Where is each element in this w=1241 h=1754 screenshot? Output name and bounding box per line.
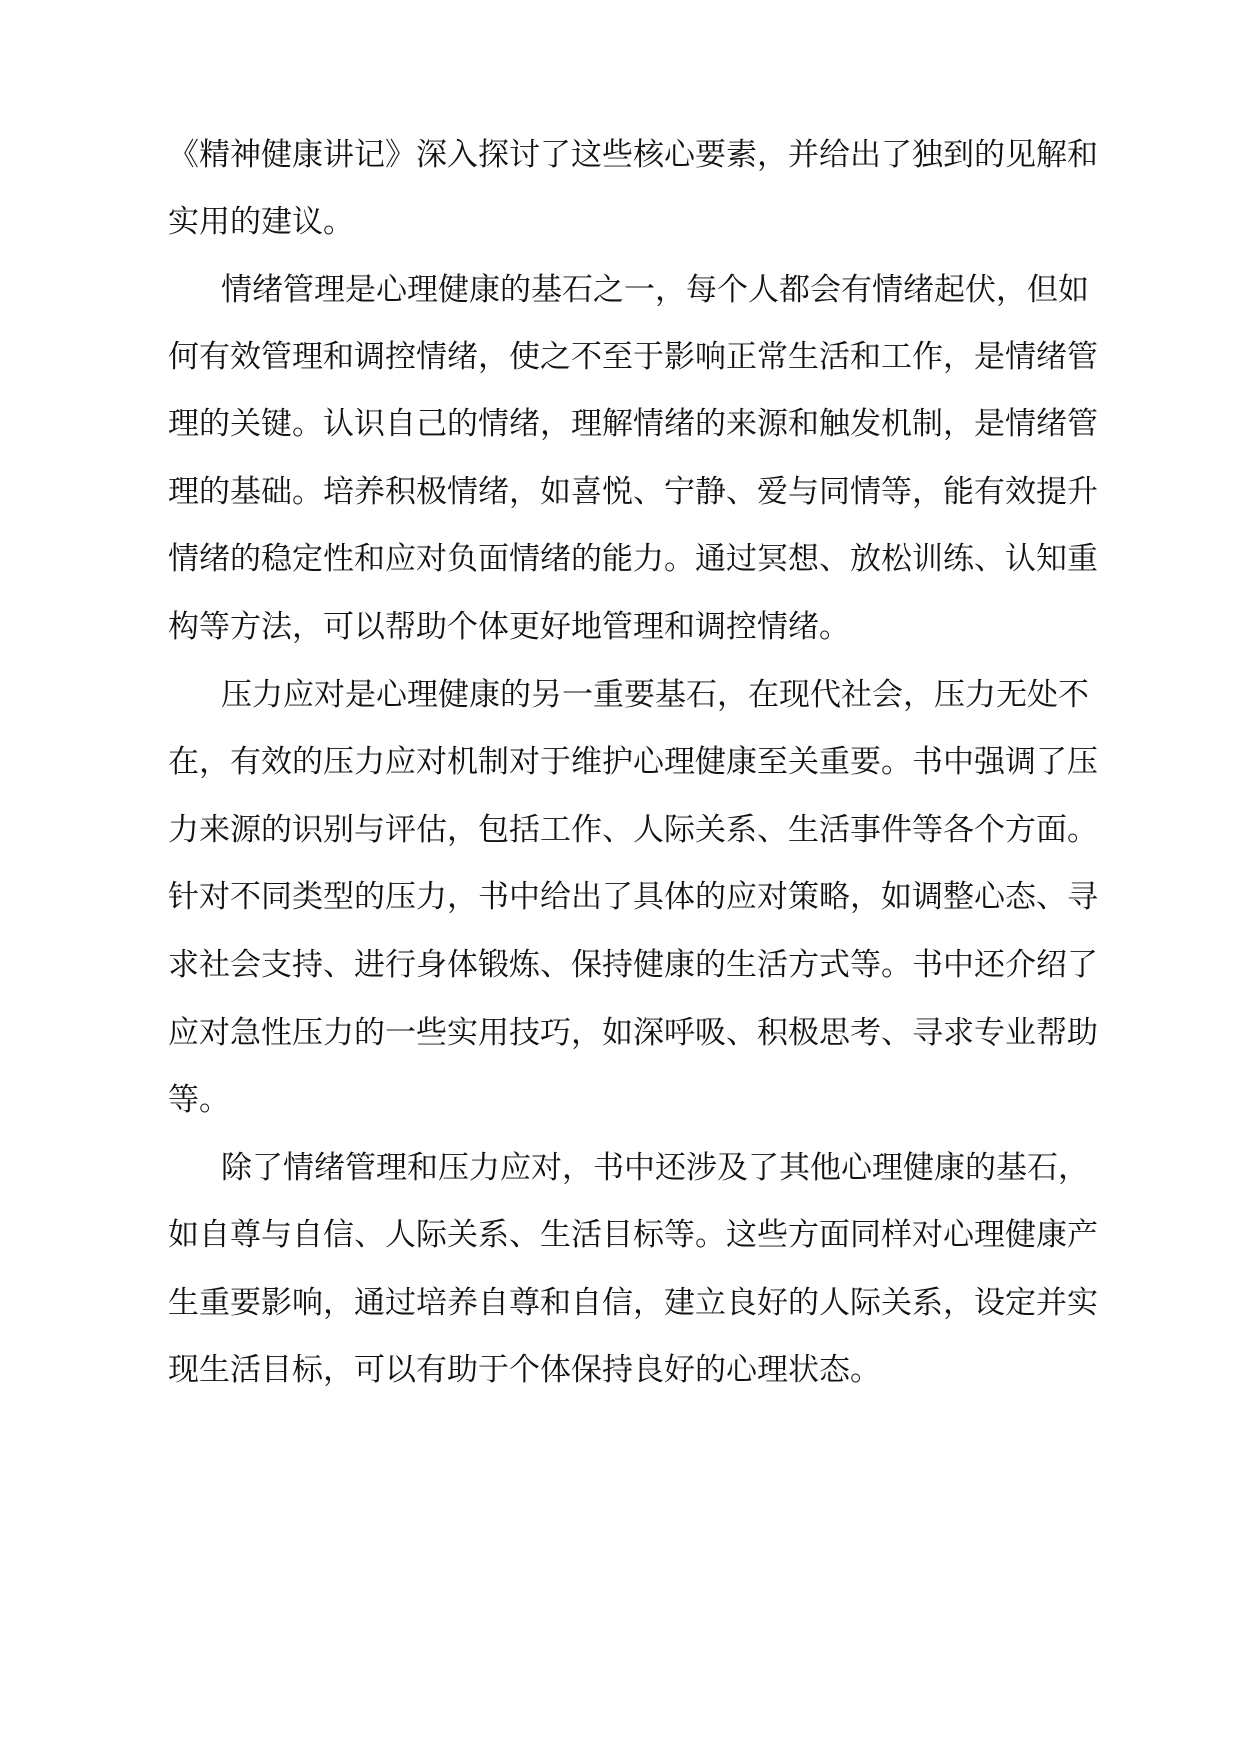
text-line: 力来源的识别与评估，包括工作、人际关系、生活事件等各个方面。	[168, 812, 1098, 848]
text-line: 针对不同类型的压力，书中给出了具体的应对策略，如调整心态、寻	[168, 879, 1098, 915]
text-line: 情绪的稳定性和应对负面情绪的能力。通过冥想、放松训练、认知重	[168, 541, 1098, 577]
text-line: 现生活目标，可以有助于个体保持良好的心理状态。	[168, 1352, 881, 1388]
text-line: 情绪管理是心理健康的基石之一，每个人都会有情绪起伏，但如	[221, 272, 1089, 308]
text-line: 构等方法，可以帮助个体更好地管理和调控情绪。	[168, 609, 850, 645]
text-line: 在，有效的压力应对机制对于维护心理健康至关重要。书中强调了压	[168, 744, 1098, 780]
text-line: 压力应对是心理健康的另一重要基石，在现代社会，压力无处不	[221, 677, 1089, 713]
text-line: 理的基础。培养积极情绪，如喜悦、宁静、爱与同情等，能有效提升	[168, 474, 1098, 510]
text-line: 《精神健康讲记》深入探讨了这些核心要素，并给出了独到的见解和	[168, 137, 1098, 173]
text-line: 生重要影响，通过培养自尊和自信，建立良好的人际关系，设定并实	[168, 1285, 1098, 1321]
text-line: 等。	[168, 1082, 230, 1118]
text-line: 求社会支持、进行身体锻炼、保持健康的生活方式等。书中还介绍了	[168, 947, 1098, 983]
text-line: 应对急性压力的一些实用技巧，如深呼吸、积极思考、寻求专业帮助	[168, 1015, 1098, 1051]
text-line: 实用的建议。	[168, 204, 354, 240]
text-line: 理的关键。认识自己的情绪，理解情绪的来源和触发机制，是情绪管	[168, 406, 1098, 442]
text-line: 如自尊与自信、人际关系、生活目标等。这些方面同样对心理健康产	[168, 1217, 1098, 1253]
text-line: 何有效管理和调控情绪，使之不至于影响正常生活和工作，是情绪管	[168, 339, 1098, 375]
text-line: 除了情绪管理和压力应对，书中还涉及了其他心理健康的基石，	[221, 1150, 1089, 1186]
